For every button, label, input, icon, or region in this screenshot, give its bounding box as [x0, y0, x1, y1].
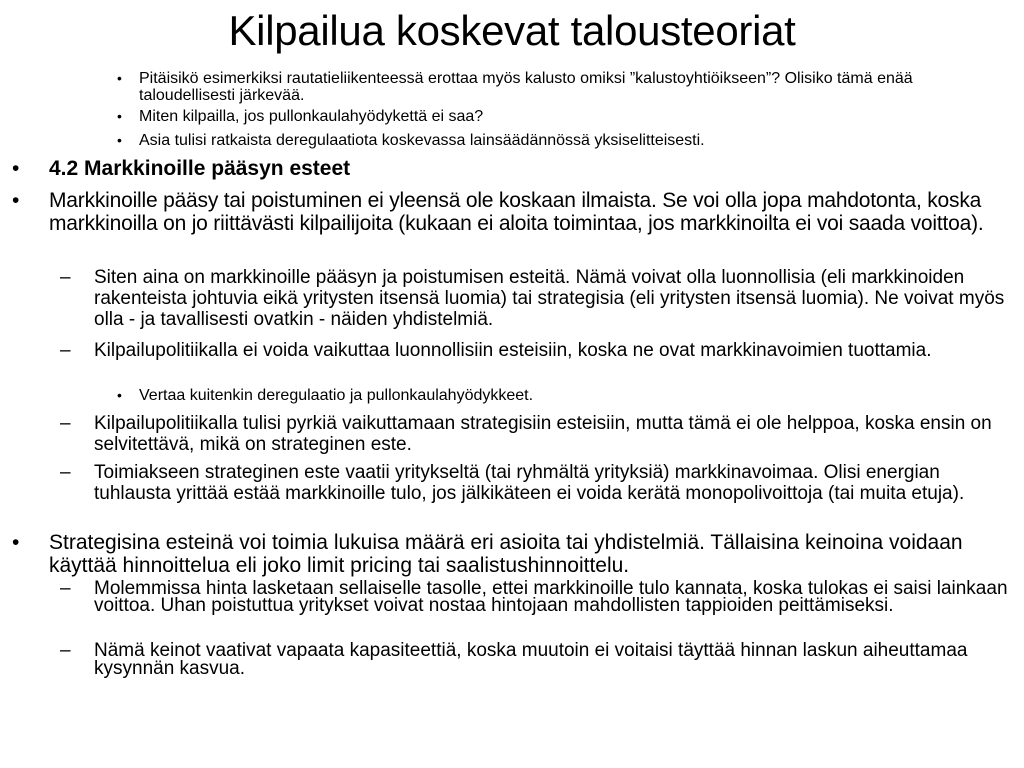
dash-text: Nämä keinot vaativat vapaata kapasiteettiä, koska muutoin ei voitaisi täyttää hinnan laskun aiheuttamaa kysynnän kasvua.	[94, 640, 968, 679]
dash-item	[60, 580, 1010, 614]
bullet-text: Miten kilpailla, jos pullonkaulahyödykettä ei saa?	[139, 108, 484, 125]
dash-text: Siten aina on markkinoille pääsyn ja poistumisen esteitä. Nämä voivat olla luonnollisia (eli markkinoiden rakenteista johtuvia eikä yritysten itsensä luomia) tai strategisia (eli yritysten itsensä luomia). Ne voivat myös olla - ja tavallisesti ovatkin - näiden yhdistelmiä.	[94, 267, 1005, 330]
bullet-item	[12, 189, 1020, 235]
bullet-item	[117, 387, 1012, 404]
dash-item	[60, 340, 1010, 361]
bullet-marker: •	[117, 132, 122, 148]
dash-marker: –	[60, 462, 71, 483]
dash-marker: –	[60, 340, 71, 361]
section-heading-text: 4.2 Markkinoille pääsyn esteet	[49, 157, 351, 180]
bullet-item	[117, 70, 1012, 104]
bullet-marker: •	[12, 189, 20, 212]
slide-title: Kilpailua koskevat talousteoriat	[228, 7, 796, 54]
bullet-text: Markkinoille pääsy tai poistuminen ei yleensä ole koskaan ilmaista. Se voi olla jopa mahdotonta, koska markkinoilla on jo riittävästi kilpailijoita (kukaan ei aloita toimintaa, jos markkinoilta ei voi saada voittoa).	[49, 189, 984, 235]
bullet-marker: •	[12, 157, 20, 180]
dash-text: Kilpailupolitiikalla ei voida vaikuttaa luonnollisiin esteisiin, koska ne ovat markkinavoimien tuottamia.	[94, 340, 932, 361]
bullet-item	[117, 108, 1012, 125]
dash-item	[60, 642, 1010, 678]
dash-marker: –	[60, 267, 71, 288]
dash-item	[60, 267, 1010, 330]
bullet-text: Vertaa kuitenkin deregulaatio ja pullonkaulahyödykkeet.	[139, 387, 534, 404]
bullet-text: Strategisina esteinä voi toimia lukuisa määrä eri asioita tai yhdistelmiä. Tällaisina keinoina voidaan käyttää hinnoittelua eli joko limit pricing tai saalistushinnoittelu.	[49, 531, 963, 577]
dash-marker: –	[60, 578, 71, 599]
bullet-text: Pitäisikö esimerkiksi rautatieliikenteessä erottaa myös kalusto omiksi ”kalustoyhtiöikseen”? Olisiko tämä enää taloudellisesti järkevää.	[139, 70, 913, 104]
dash-item	[60, 462, 1010, 504]
bullet-text: Asia tulisi ratkaista deregulaatiota koskevassa lainsäädännössä yksiselitteisesti.	[139, 132, 705, 149]
dash-marker: –	[60, 413, 71, 434]
bullet-marker: •	[117, 108, 122, 124]
dash-text: Molemmissa hinta lasketaan sellaiselle tasolle, ettei markkinoille tulo kannata, koska tulokas ei saisi lainkaan voittoa. Uhan poistuttua yritykset voivat nostaa hintojaan mahdollisten tappioiden peittämiseksi.	[94, 578, 1008, 616]
bullet-item	[117, 132, 1012, 149]
dash-text: Toimiakseen strateginen este vaatii yritykseltä (tai ryhmältä yrityksiä) markkinavoimaa. Olisi energian tuhlausta yrittää estää markkinoille tulo, jos jälkikäteen ei voida kerätä monopolivoittoja (tai muita etuja).	[94, 462, 965, 504]
dash-item	[60, 413, 1010, 455]
bullet-item	[12, 531, 1017, 577]
dash-marker: –	[60, 640, 71, 661]
dash-text: Kilpailupolitiikalla tulisi pyrkiä vaikuttamaan strategisiin esteisiin, mutta tämä ei ole helppoa, koska ensin on selvitettävä, mikä on strateginen este.	[94, 413, 992, 455]
bullet-marker: •	[12, 531, 20, 554]
section-heading	[12, 157, 1017, 180]
bullet-marker: •	[117, 70, 122, 86]
bullet-marker: •	[117, 387, 122, 403]
